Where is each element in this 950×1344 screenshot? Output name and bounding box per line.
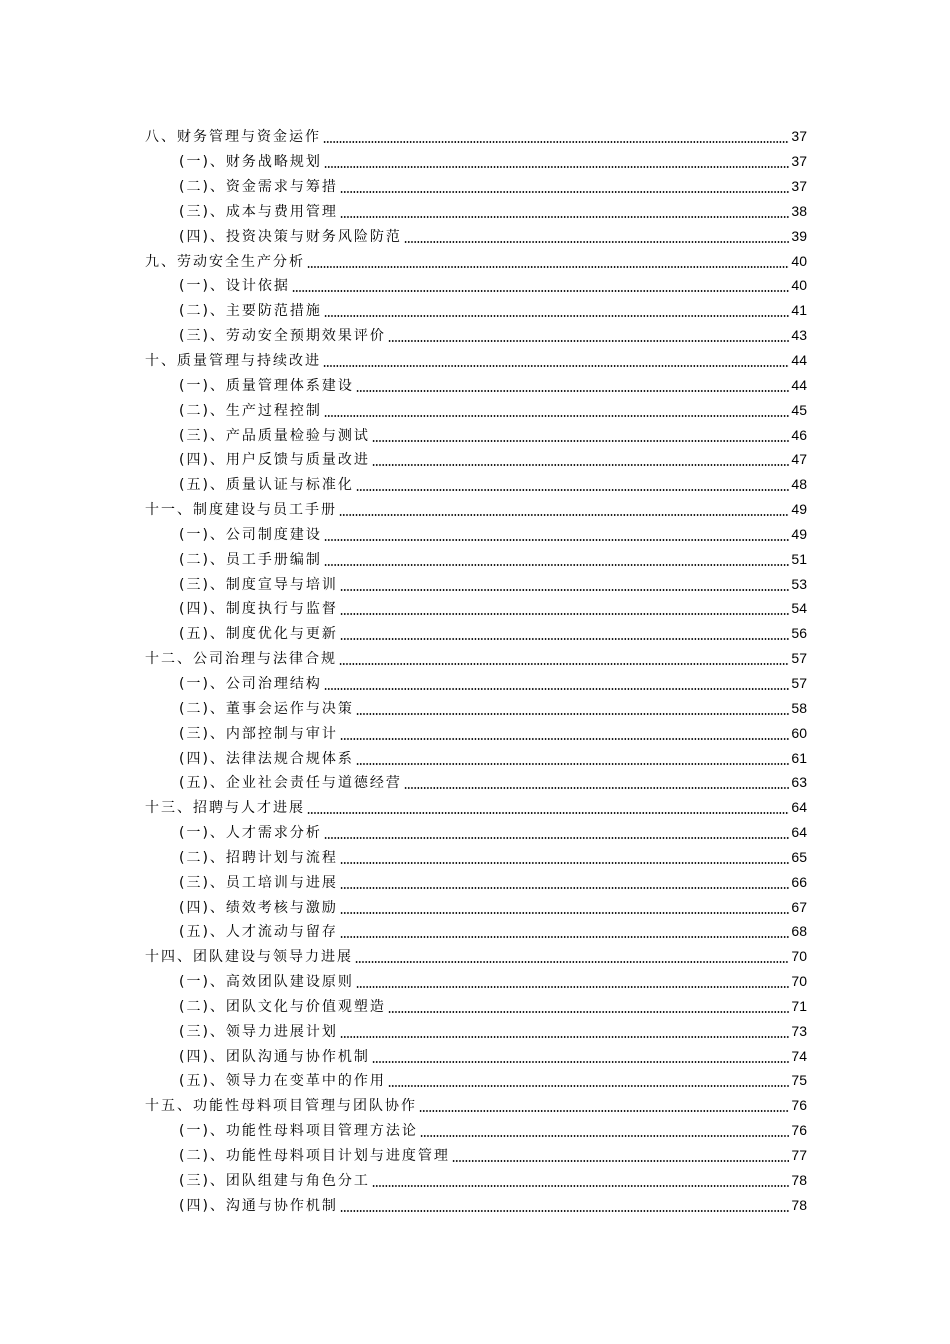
toc-page-number: 39 [791,227,807,244]
toc-page-number: 46 [791,426,807,443]
toc-page-number: 70 [791,973,807,990]
toc-section-entry[interactable] [0,546,950,571]
toc-entry-title: (四)、沟通与协作机制 [179,1197,338,1214]
toc-dot-leader [340,912,789,914]
toc-page-number: 49 [791,525,807,542]
toc-dot-leader [340,936,789,938]
toc-page-number: 73 [791,1022,807,1039]
toc-section-entry[interactable] [0,472,950,497]
toc-entry-title: (一)、功能性母料项目管理方法论 [179,1123,418,1140]
toc-dot-leader [324,688,789,690]
toc-section-entry[interactable] [0,174,950,199]
toc-dot-leader [404,241,789,243]
toc-dot-leader [324,837,789,839]
toc-entry-title: (五)、领导力在变革中的作用 [179,1073,386,1090]
toc-page-number: 41 [791,302,807,319]
toc-entry-title: (三)、成本与费用管理 [179,203,338,220]
toc-page-number: 60 [791,724,807,741]
toc-dot-leader [356,763,789,765]
toc-page-number: 44 [791,376,807,393]
toc-entry-title: (三)、内部控制与审计 [179,725,338,742]
toc-dot-leader [340,191,789,193]
toc-section-entry[interactable] [0,323,950,348]
toc-dot-leader [339,514,789,516]
toc-page-number: 56 [791,625,807,642]
toc-section-entry[interactable] [0,1167,950,1192]
toc-section-entry[interactable] [0,1192,950,1217]
toc-entry-title: (一)、公司治理结构 [179,675,322,692]
toc-dot-leader [340,1210,789,1212]
toc-entry-title: (二)、功能性母料项目计划与进度管理 [179,1148,450,1165]
toc-entry-title: (四)、投资决策与财务风险防范 [179,228,402,245]
toc-entry-title: 十二、公司治理与法律合规 [145,651,337,668]
toc-section-entry[interactable] [0,994,950,1019]
toc-page-number: 40 [791,277,807,294]
toc-chapter-entry[interactable] [0,1093,950,1118]
toc-chapter-entry[interactable] [0,248,950,273]
toc-dot-leader [452,1160,789,1162]
toc-entry-title: (三)、制度宣导与培训 [179,576,338,593]
toc-page-number: 37 [791,128,807,145]
toc-dot-leader [340,216,789,218]
toc-section-entry[interactable] [0,149,950,174]
toc-page-number: 77 [791,1147,807,1164]
toc-page-number: 64 [791,824,807,841]
toc-page-number: 40 [791,252,807,269]
toc-dot-leader [419,1110,789,1112]
toc-page-number: 78 [791,1171,807,1188]
toc-section-entry[interactable] [0,522,950,547]
toc-section-entry[interactable] [0,969,950,994]
toc-dot-leader [340,862,789,864]
toc-section-entry[interactable] [0,422,950,447]
toc-entry-title: (二)、主要防范措施 [179,303,322,320]
toc-page-number: 71 [791,997,807,1014]
toc-dot-leader [356,713,789,715]
toc-page-number: 51 [791,550,807,567]
toc-section-entry[interactable] [0,919,950,944]
toc-entry-title: (四)、团队沟通与协作机制 [179,1048,370,1065]
toc-entry-title: (一)、人才需求分析 [179,825,322,842]
toc-chapter-entry[interactable] [0,795,950,820]
toc-dot-leader [339,663,789,665]
toc-section-entry[interactable] [0,745,950,770]
toc-section-entry[interactable] [0,869,950,894]
toc-page-number: 45 [791,401,807,418]
toc-entry-title: (三)、劳动安全预期效果评价 [179,328,386,345]
toc-entry-title: (一)、财务战略规划 [179,154,322,171]
toc-entry-title: (五)、质量认证与标准化 [179,477,354,494]
toc-dot-leader [404,787,789,789]
toc-section-entry[interactable] [0,447,950,472]
toc-dot-leader [340,1036,789,1038]
toc-page-number: 61 [791,749,807,766]
toc-section-entry[interactable] [0,397,950,422]
toc-section-entry[interactable] [0,1043,950,1068]
toc-page-number: 47 [791,451,807,468]
toc-page-number: 37 [791,178,807,195]
toc-entry-title: (二)、资金需求与筹措 [179,179,338,196]
toc-entry-title: (三)、团队组建与角色分工 [179,1172,370,1189]
toc-page-number: 63 [791,774,807,791]
toc-page-number: 57 [791,674,807,691]
toc-chapter-entry[interactable] [0,646,950,671]
toc-entry-title: (五)、人才流动与留存 [179,924,338,941]
toc-dot-leader [372,1061,789,1063]
toc-entry-title: 十三、招聘与人才进展 [145,800,305,817]
toc-entry-title: 十、质量管理与持续改进 [145,353,321,370]
toc-page-number: 74 [791,1047,807,1064]
toc-dot-leader [324,166,789,168]
toc-entry-title: (二)、董事会运作与决策 [179,700,354,717]
toc-entry-title: (四)、制度执行与监督 [179,601,338,618]
toc-page-number: 44 [791,352,807,369]
toc-page-number: 76 [791,1097,807,1114]
toc-page-number: 38 [791,202,807,219]
toc-dot-leader [340,738,789,740]
toc-entry-title: 九、劳动安全生产分析 [145,253,305,270]
toc-entry-title: (四)、法律法规合规体系 [179,750,354,767]
toc-dot-leader [323,365,789,367]
toc-section-entry[interactable] [0,199,950,224]
toc-dot-leader [372,464,789,466]
toc-entry-title: (三)、领导力进展计划 [179,1023,338,1040]
toc-entry-title: 十五、功能性母料项目管理与团队协作 [145,1098,417,1115]
toc-dot-leader [292,290,789,292]
toc-section-entry[interactable] [0,671,950,696]
toc-dot-leader [340,887,789,889]
toc-entry-title: (一)、高效团队建设原则 [179,974,354,991]
toc-dot-leader [323,141,789,143]
toc-entry-title: (一)、公司制度建设 [179,526,322,543]
toc-entry-title: (二)、招聘计划与流程 [179,849,338,866]
toc-dot-leader [372,440,789,442]
toc-page-number: 58 [791,699,807,716]
toc-page-number: 70 [791,948,807,965]
toc-section-entry[interactable] [0,596,950,621]
toc-section-entry[interactable] [0,571,950,596]
toc-chapter-entry[interactable] [0,124,950,149]
toc-dot-leader [324,564,789,566]
toc-dot-leader [356,390,789,392]
toc-page-number: 75 [791,1072,807,1089]
toc-page-number: 53 [791,575,807,592]
toc-entry-title: (五)、制度优化与更新 [179,626,338,643]
toc-chapter-entry[interactable] [0,497,950,522]
toc-entry-title: 十四、团队建设与领导力进展 [145,949,353,966]
toc-page-number: 76 [791,1122,807,1139]
toc-page-number: 67 [791,898,807,915]
toc-page-number: 57 [791,650,807,667]
toc-section-entry[interactable] [0,1143,950,1168]
toc-entry-title: (一)、设计依据 [179,278,290,295]
toc-entry-title: (四)、用户反馈与质量改进 [179,452,370,469]
toc-entry-title: 八、财务管理与资金运作 [145,129,321,146]
toc-section-entry[interactable] [0,695,950,720]
toc-entry-title: (五)、企业社会责任与道德经营 [179,775,402,792]
toc-section-entry[interactable] [0,770,950,795]
toc-dot-leader [356,489,789,491]
toc-section-entry[interactable] [0,1118,950,1143]
toc-dot-leader [388,340,789,342]
toc-page-number: 64 [791,799,807,816]
toc-dot-leader [340,613,789,615]
toc-dot-leader [324,315,789,317]
toc-dot-leader [388,1011,789,1013]
toc-section-entry[interactable] [0,720,950,745]
toc-dot-leader [388,1085,789,1087]
toc-page-number: 48 [791,476,807,493]
toc-page-number: 65 [791,848,807,865]
toc-entry-title: (二)、团队文化与价值观塑造 [179,998,386,1015]
toc-dot-leader [372,1185,789,1187]
toc-section-entry[interactable] [0,298,950,323]
toc-entry-title: (二)、员工手册编制 [179,551,322,568]
toc-section-entry[interactable] [0,1068,950,1093]
toc-entry-title: 十一、制度建设与员工手册 [145,502,337,519]
toc-page-number: 37 [791,153,807,170]
toc-entry-title: (三)、产品质量检验与测试 [179,427,370,444]
toc-chapter-entry[interactable] [0,348,950,373]
toc-section-entry[interactable] [0,820,950,845]
toc-page-number: 68 [791,923,807,940]
toc-page-number: 49 [791,501,807,518]
toc-section-entry[interactable] [0,621,950,646]
toc-dot-leader [307,266,789,268]
toc-dot-leader [356,986,789,988]
toc-page-number: 43 [791,327,807,344]
toc-page-number: 66 [791,873,807,890]
toc-dot-leader [307,812,789,814]
toc-section-entry[interactable] [0,844,950,869]
toc-dot-leader [420,1135,789,1137]
toc-dot-leader [355,961,789,963]
toc-section-entry[interactable] [0,223,950,248]
toc-entry-title: (三)、员工培训与进展 [179,874,338,891]
toc-entry-title: (四)、绩效考核与激励 [179,899,338,916]
toc-entry-title: (一)、质量管理体系建设 [179,377,354,394]
toc-section-entry[interactable] [0,372,950,397]
toc-dot-leader [340,589,789,591]
toc-entry-title: (二)、生产过程控制 [179,402,322,419]
toc-page-number: 78 [791,1196,807,1213]
toc-dot-leader [324,415,789,417]
toc-dot-leader [340,638,789,640]
toc-dot-leader [324,539,789,541]
toc-section-entry[interactable] [0,894,950,919]
toc-page-number: 54 [791,600,807,617]
toc-chapter-entry[interactable] [0,944,950,969]
toc-section-entry[interactable] [0,1018,950,1043]
table-of-contents [0,124,950,1217]
toc-section-entry[interactable] [0,273,950,298]
